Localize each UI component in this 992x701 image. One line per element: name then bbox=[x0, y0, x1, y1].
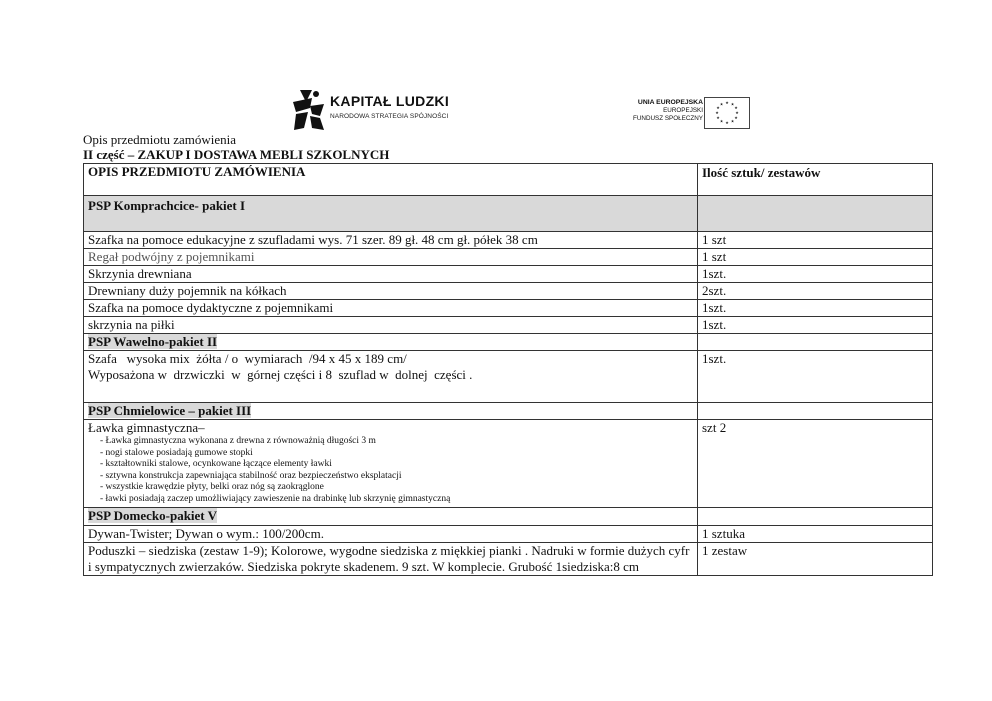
table-row bbox=[84, 232, 933, 249]
eu-line-3: FUNDUSZ SPOŁECZNY bbox=[633, 115, 703, 123]
item-quantity: szt 2 bbox=[698, 420, 933, 508]
package-2-row bbox=[84, 334, 933, 351]
item-quantity: 1 szt bbox=[698, 232, 933, 249]
table-row bbox=[84, 283, 933, 300]
package-3-title: PSP Chmielowice – pakiet III bbox=[88, 403, 252, 418]
table-row bbox=[84, 525, 933, 542]
package-5-title: PSP Domecko-pakiet V bbox=[88, 507, 218, 523]
kapital-ludzki-emblem-icon bbox=[290, 88, 328, 132]
table-row bbox=[84, 317, 933, 334]
table-row bbox=[84, 542, 933, 575]
item-line-2: Wyposażona w drzwiczki w górnej części i 8 szuflad w dolnej części . bbox=[88, 367, 473, 382]
item-quantity: 1 zestaw bbox=[698, 542, 933, 575]
svg-text:★: ★ bbox=[734, 105, 738, 110]
package-2-qty-cell bbox=[698, 334, 933, 351]
detail-line: - Ławka gimnastyczna wykonana z drewna z równoważnią długości 3 m bbox=[100, 436, 376, 446]
item-quantity: 1szt. bbox=[698, 351, 933, 403]
svg-text:★: ★ bbox=[716, 105, 720, 110]
package-5-row bbox=[84, 507, 933, 525]
item-line-1: Szafa wysoka mix żółta / o wymiarach /94 x 45 x 189 cm/ bbox=[88, 351, 407, 366]
item-quantity: 1 szt bbox=[698, 249, 933, 266]
svg-text:★: ★ bbox=[725, 100, 729, 105]
kapital-ludzki-subtitle: NARODOWA STRATEGIA SPÓJNOŚCI bbox=[330, 113, 449, 120]
kapital-ludzki-logo bbox=[290, 88, 460, 132]
item-description: Szafka na pomoce dydaktyczne z pojemnikami bbox=[84, 300, 698, 317]
svg-text:★: ★ bbox=[730, 118, 735, 124]
detail-line: - kształtowniki stalowe, ocynkowane łączące elementy ławki bbox=[100, 459, 332, 470]
package-1-row bbox=[84, 196, 933, 232]
item-quantity: 1szt. bbox=[698, 300, 933, 317]
package-2-title-cell bbox=[84, 334, 698, 351]
item-quantity: 1szt. bbox=[698, 317, 933, 334]
order-specification-table bbox=[83, 163, 933, 576]
table-row bbox=[84, 300, 933, 317]
item-quantity: 1 sztuka bbox=[698, 525, 933, 542]
detail-line: - ławki posiadają zaczep umożliwiający zawieszenie na drabinkę lub skrzynię gimnastyczną bbox=[100, 493, 451, 504]
document-title: Opis przedmiotu zamówienia bbox=[83, 132, 237, 147]
table-row bbox=[84, 351, 933, 403]
svg-text:★: ★ bbox=[734, 115, 738, 120]
svg-text:★: ★ bbox=[730, 101, 735, 107]
item-description: Dywan-Twister; Dywan o wym.: 100/200cm. bbox=[84, 525, 698, 542]
table-header-row bbox=[84, 164, 933, 196]
package-2-title: PSP Wawelno-pakiet II bbox=[88, 334, 218, 349]
item-description: Drewniany duży pojemnik na kółkach bbox=[84, 283, 698, 300]
package-3-qty-cell bbox=[698, 403, 933, 420]
table-row bbox=[84, 266, 933, 283]
header-quantity: Ilość sztuk/ zestawów bbox=[698, 164, 933, 196]
item-description bbox=[84, 420, 698, 508]
svg-text:★: ★ bbox=[715, 110, 719, 115]
item-quantity: 1szt. bbox=[698, 266, 933, 283]
eu-line-1: UNIA EUROPEJSKA bbox=[637, 99, 703, 106]
item-description: Regał podwójny z pojemnikami bbox=[84, 249, 698, 266]
svg-text:★: ★ bbox=[719, 101, 724, 107]
detail-line: - sztywna konstrukcja zapewniająca stabilność oraz bezpieczeństwo eksplatacji bbox=[100, 470, 402, 481]
package-1-title: PSP Komprachcice- pakiet I bbox=[84, 196, 698, 232]
svg-text:★: ★ bbox=[725, 120, 729, 125]
svg-text:★: ★ bbox=[716, 115, 720, 120]
document-subtitle: II część – ZAKUP I DOSTAWA MEBLI SZKOLNYCH bbox=[83, 147, 390, 162]
header-description: OPIS PRZEDMIOTU ZAMÓWIENIA bbox=[84, 164, 698, 196]
item-description bbox=[84, 351, 698, 403]
package-3-row bbox=[84, 403, 933, 420]
package-3-title-cell bbox=[84, 403, 698, 420]
eu-line-2: EUROPEJSKI bbox=[663, 107, 703, 115]
package-5-qty-cell bbox=[698, 507, 933, 525]
eu-logo bbox=[615, 97, 755, 131]
detail-line: - wszystkie krawędzie płyty, belki oraz nóg są zaokrąglone bbox=[100, 482, 324, 493]
item-details bbox=[88, 436, 693, 507]
svg-text:★: ★ bbox=[735, 110, 739, 115]
eu-flag-icon bbox=[704, 97, 750, 129]
item-description: Poduszki – siedziska (zestaw 1-9); Kolorowe, wygodne siedziska z miękkiej pianki . Nadruki w formie dużych cyfr i sympatycznych zwierzaków. Siedziska pokryte skadenem. 9 szt. W komplecie. Grubość 1siedziska:8 cm bbox=[84, 542, 698, 575]
item-quantity: 2szt. bbox=[698, 283, 933, 300]
package-5-title-cell bbox=[84, 507, 698, 525]
kapital-ludzki-title: KAPITAŁ LUDZKI bbox=[330, 93, 450, 109]
table-row bbox=[84, 249, 933, 266]
item-title: Ławka gimnastyczna– bbox=[88, 420, 205, 435]
table-row bbox=[84, 420, 933, 508]
item-description: skrzynia na piłki bbox=[84, 317, 698, 334]
svg-text:★: ★ bbox=[719, 118, 724, 124]
item-description: Szafka na pomoce edukacyjne z szufladami wys. 71 szer. 89 gł. 48 cm gł. półek 38 cm bbox=[84, 232, 698, 249]
item-description: Skrzynia drewniana bbox=[84, 266, 698, 283]
eu-logo-text bbox=[633, 99, 703, 124]
detail-line: - nogi stalowe posiadają gumowe stopki bbox=[100, 447, 253, 458]
package-1-qty-cell bbox=[698, 196, 933, 232]
